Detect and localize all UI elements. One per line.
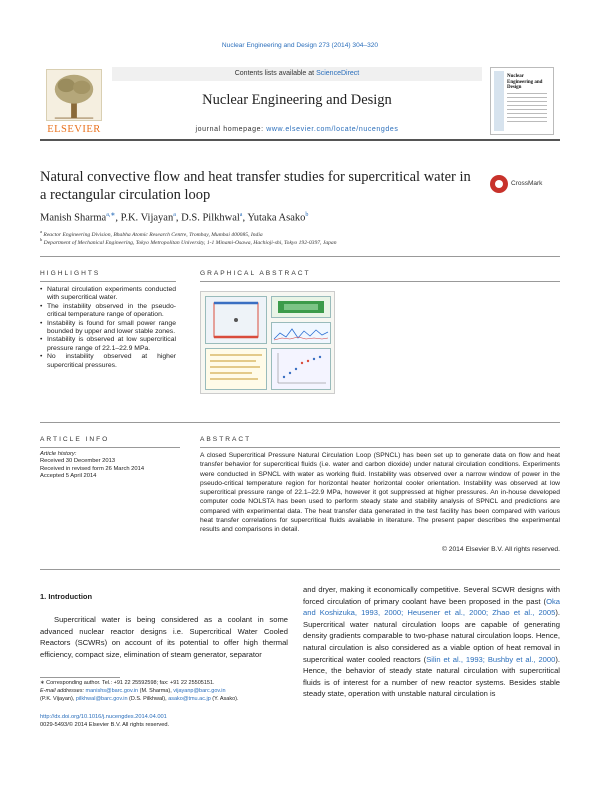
author-mark[interactable]: a,∗	[106, 212, 116, 218]
section-divider	[40, 256, 560, 257]
journal-homepage	[112, 126, 482, 133]
cover-inner	[494, 71, 550, 131]
cover-lines	[507, 93, 547, 125]
author-mark[interactable]: a	[239, 212, 243, 218]
crossmark-badge[interactable]	[490, 174, 560, 196]
affiliation-mark: b	[40, 237, 43, 242]
history-line: Received in revised form 26 March 2014	[40, 465, 145, 472]
highlight-item: • The instability observed in the pseudo-critical temperature range of operation.	[40, 303, 176, 320]
crossmark-icon	[490, 175, 508, 193]
header-center	[112, 67, 482, 135]
citation-link[interactable]: Oka and Koshizuka, 1993, 2000; Heusener et al., 2000; Zhao et al., 2005	[303, 596, 560, 618]
ga-loop-diagram	[205, 296, 267, 344]
email-owner: (P.K. Vijayan),	[40, 695, 76, 702]
author-list	[40, 211, 540, 224]
journal-reference[interactable]: Nuclear Engineering and Design 273 (2014) 304–320	[221, 42, 379, 49]
contents-prefix: Contents lists available at	[234, 70, 317, 77]
publisher-name: ELSEVIER	[47, 124, 101, 135]
highlight-item: • Instability is observed at low supercritical pressure range of 22.1–22.9 MPa.	[40, 336, 176, 353]
author-name[interactable]: Manish Sharma	[40, 212, 107, 224]
highlights-heading: HIGHLIGHTS	[40, 270, 101, 277]
author-mark[interactable]: b	[305, 212, 309, 218]
sciencedirect-link[interactable]: ScienceDirect	[316, 70, 360, 77]
corresponding-author: ∗ Corresponding author. Tel.: +91 22 25592598; fax: +91 22 25505151.	[40, 680, 215, 686]
graphical-abstract-rule	[200, 281, 560, 282]
section-divider	[40, 569, 560, 570]
affiliation-text: Department of Mechanical Engineering, Tokyo Metropolitan University, 1-1 Minami-Osawa, Hachioji-shi, Tokyo 192-0397, Japan	[43, 239, 337, 246]
author-separator: ,	[242, 212, 248, 224]
issn-line: 0029-5493/© 2014 Elsevier B.V. All rights reserved.	[40, 722, 170, 728]
cover-band	[494, 71, 504, 131]
body-text: and dryer, making it economically competitive. Several SCWR designs with forced circulation of primary coolant have been proposed in the past (	[303, 585, 560, 606]
body-text: ). Hence, the behavior of steady state natural circulation with supercritical fluids is of interest for a number of new reactor systems. Besides stable steady state, operation with unstable natural circulation is	[303, 654, 560, 699]
ga-text-panel	[205, 348, 267, 390]
graphical-abstract-figure[interactable]	[200, 291, 335, 394]
email-owner: (Y. Asako).	[210, 695, 239, 702]
email-link[interactable]: manishs@barc.gov.in	[85, 687, 139, 694]
homepage-link[interactable]: www.elsevier.com/locate/nucengdes	[266, 126, 399, 133]
crossmark-label: CrossMark	[511, 180, 543, 187]
author-name[interactable]: D.S. Pilkhwal	[181, 212, 240, 224]
introduction-column-2	[303, 584, 560, 700]
article-title: Natural convective flow and heat transfer studies for supercritical water in a rectangular circulation loop	[40, 169, 471, 203]
cover-title: Nuclear Engineering and Design	[507, 74, 543, 90]
ga-plot-panel	[271, 322, 331, 344]
journal-header	[40, 67, 560, 135]
elsevier-tree-icon	[46, 69, 102, 121]
abstract-copyright: © 2014 Elsevier B.V. All rights reserved.	[441, 546, 560, 553]
introduction-heading: 1. Introduction	[40, 592, 93, 601]
email-line	[40, 696, 288, 704]
email-link[interactable]: pilkhwal@barc.gov.in	[75, 695, 128, 702]
email-owner: (D.S. Pilkhwal),	[127, 695, 169, 702]
history-line: Received 30 December 2013	[40, 458, 116, 465]
highlights-rule	[40, 281, 176, 282]
author-mark[interactable]: a	[173, 212, 176, 218]
doi-link[interactable]: http://dx.doi.org/10.1016/j.nucengdes.2014.04.001	[40, 714, 167, 720]
history-line: Accepted 5 April 2014	[40, 473, 97, 480]
history-label: Article history:	[40, 451, 77, 457]
email-link[interactable]: asako@tmu.ac.jp	[168, 695, 211, 702]
homepage-prefix: journal homepage:	[195, 126, 267, 133]
footnotes	[40, 680, 288, 703]
author-separator: ,	[115, 212, 121, 224]
highlight-item: • Instability is found for small power range bounded by upper and lower stable zones.	[40, 320, 176, 337]
section-divider	[40, 422, 560, 423]
highlight-item: • No instability observed at higher supercritical pressures.	[40, 353, 176, 370]
ga-photo-panel	[271, 296, 331, 318]
abstract-rule	[200, 447, 560, 448]
article-history	[40, 451, 180, 481]
journal-title: Nuclear Engineering and Design	[202, 92, 392, 108]
body-text: ). Supercritical water natural circulation loops are capable of generating density gradients comparable to two-phase natural circulation loops. Hence, natural circulation is also considered as a viable option of heat removal in supercritical water cooled reactors (	[303, 608, 560, 664]
affiliation-text: Reactor Engineering Division, Bhabha Atomic Research Centre, Trombay, Mumbai 400085, India	[43, 231, 263, 238]
highlights-list	[40, 286, 176, 370]
header-divider	[40, 139, 560, 141]
ga-scatter-panel	[271, 348, 331, 390]
email-line	[40, 688, 288, 696]
footnote-rule	[40, 677, 120, 678]
introduction-paragraph: Supercritical water is being considered as a coolant in some advanced nuclear reactor designs i.e. Supercritical Water Cooled Reactors (SCWRs) on account of its potential to offer high thermal efficiency, compact size, elimination of steam generator, separator	[40, 615, 288, 659]
abstract-text: A closed Supercritical Pressure Natural Circulation Loop (SPNCL) has been set up to generate data on flow and heat transfer behavior for supercritical fluids (i.e. water and carbon dioxide) under natural circulation conditions. Experiments were conducted in SPNCL with water as working fluid. Instability was observed over a narrow window of power in the pseudo-critical temperature region for horizontal heater horizontal cooler orientation. Instability was observed at low supercritical pressure range of 22.1–22.9 MPa, however it got suppressed at higher pressures. An in-house developed computer code NOLSTA has been used to perform steady state and stability analysis of SPNCL and predictions are compared with experimental data. The heat transfer data generated in the test facility has been compared with various heat transfer correlations for supercritical fluids available in literature. The present paper describes the experimental results and comparisons in detail.	[200, 452, 560, 534]
email-link[interactable]: vijayanp@barc.gov.in	[173, 687, 226, 694]
highlight-item: • Natural circulation experiments conducted with supercritical water.	[40, 286, 176, 303]
article-identifiers	[40, 713, 288, 729]
citation-link[interactable]: Silin et al., 1993; Bushby et al., 2000	[426, 654, 556, 664]
author-name[interactable]: Yutaka Asako	[247, 212, 306, 224]
journal-cover-thumbnail[interactable]	[490, 67, 554, 135]
abstract-heading: ABSTRACT	[200, 436, 252, 443]
author-separator: ,	[175, 212, 182, 224]
graphical-abstract-heading: GRAPHICAL ABSTRACT	[200, 270, 311, 277]
elsevier-logo	[40, 67, 108, 135]
affiliation-mark: a	[40, 229, 42, 234]
email-owner: (M. Sharma),	[138, 687, 174, 694]
affiliation	[40, 237, 560, 246]
article-info-rule	[40, 447, 180, 448]
author-name[interactable]: P.K. Vijayan	[120, 212, 174, 224]
article-info-heading: ARTICLE INFO	[40, 436, 110, 443]
email-label: E-mail addresses:	[40, 687, 86, 694]
contents-bar	[112, 67, 482, 81]
